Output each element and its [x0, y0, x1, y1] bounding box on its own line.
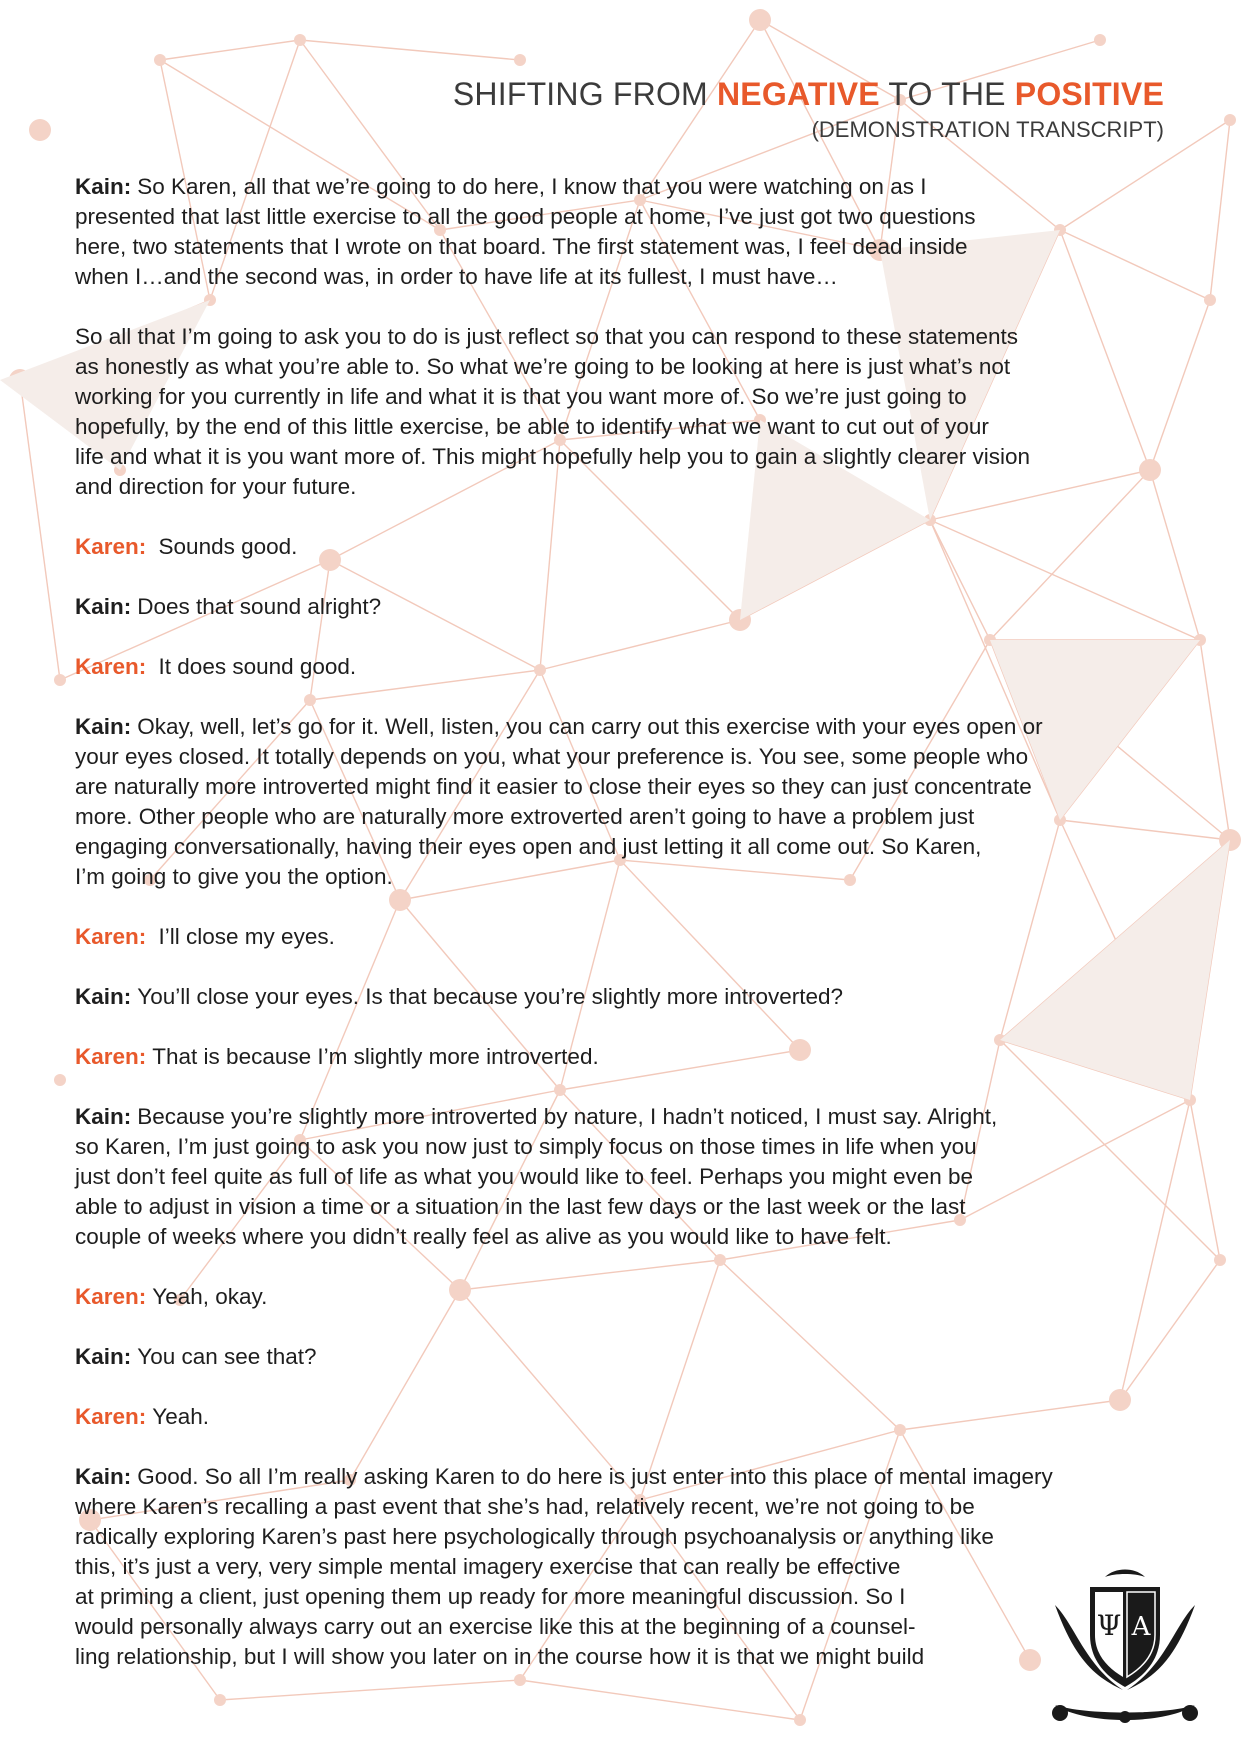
speaker-label: Kain:: [75, 1464, 132, 1489]
speaker-label: Karen:: [75, 1404, 147, 1429]
speech-text: Yeah, okay.: [152, 1284, 268, 1309]
page-subtitle: (DEMONSTRATION TRANSCRIPT): [811, 117, 1164, 142]
speech-text: Sounds good.: [152, 534, 298, 559]
academy-logo-icon: [1035, 1565, 1215, 1735]
title-part-2: TO THE: [879, 76, 1015, 112]
title-part-1: SHIFTING FROM: [452, 76, 717, 112]
transcript-paragraph: [75, 712, 1175, 892]
speech-text: It does sound good.: [152, 654, 357, 679]
speaker-label: Karen:: [75, 654, 147, 679]
network-node: [794, 1714, 806, 1726]
transcript-paragraph: [75, 1282, 1175, 1312]
transcript-paragraph: [75, 1402, 1175, 1432]
network-node: [29, 119, 51, 141]
transcript-paragraph: [75, 922, 1175, 952]
network-node: [1214, 1254, 1226, 1266]
speaker-label: Karen:: [75, 1284, 147, 1309]
network-node: [1094, 34, 1106, 46]
speech-text: You’ll close your eyes. Is that because you’re slightly more introverted?: [137, 984, 844, 1009]
transcript-paragraph: [75, 1042, 1175, 1072]
transcript-paragraph: [75, 652, 1175, 682]
speaker-label: Karen:: [75, 924, 147, 949]
speaker-label: Kain:: [75, 1104, 132, 1129]
svg-text:A: A: [1131, 1612, 1151, 1642]
transcript-body: [75, 172, 1175, 1702]
svg-text:Ψ: Ψ: [1096, 1609, 1122, 1642]
speaker-label: Karen:: [75, 534, 147, 559]
speech-text: Does that sound alright?: [137, 594, 382, 619]
speech-text: You can see that?: [137, 1344, 317, 1369]
network-node: [749, 9, 771, 31]
network-line: [1200, 640, 1230, 840]
speech-text: Okay, well, let’s go for it. Well, listen, you can carry out this exercise with your eyes open or your eyes closed. It totally depends on you, what your preference is. You see, some people who are naturally more introverted might find it easier to close their eyes so they can just concentrate more. Other people who are naturally more extroverted aren’t going to have a problem just engaging conversationally, having their eyes open and just letting it all come out. So Karen, I’m going to give you the option.: [75, 714, 1043, 889]
speech-text: Yeah.: [152, 1404, 210, 1429]
network-node: [1224, 114, 1236, 126]
transcript-paragraph: [75, 1462, 1175, 1672]
speaker-label: Kain:: [75, 174, 132, 199]
title-positive: POSITIVE: [1014, 76, 1164, 112]
network-node: [54, 674, 66, 686]
speech-text: Good. So all I’m really asking Karen to do here is just enter into this place of mental imagery where Karen’s recalling a past event that she’s had, relatively recent, we’re not going to be radically exploring Karen’s past here psychologically through psychoanalysis or anything like this, it’s just a very, very simple mental imagery exercise that can really be effective at priming a client, just opening them up ready for more meaningful discussion. So I would personally always carry out an exercise like this at the beginning of a counsel- ling relationship, but I will show you later on in the course how it is that we might build: [75, 1464, 1053, 1669]
network-line: [160, 40, 300, 60]
speaker-label: Kain:: [75, 714, 132, 739]
title-negative: NEGATIVE: [717, 76, 880, 112]
speaker-label: Kain:: [75, 594, 132, 619]
transcript-paragraph: [75, 982, 1175, 1012]
speech-text: Because you’re slightly more introverted by nature, I hadn’t noticed, I must say. Alright, so Karen, I’m just going to ask you now just to simply focus on those times in life when you just don’t feel quite as full of life as what you would like to feel. Perhaps you might even be able to adjust in vision a time or a situation in the last few days or the last week or the last couple of weeks where you didn’t really feel as alive as you would like to have felt.: [75, 1104, 998, 1249]
speech-text: So Karen, all that we’re going to do here, I know that you were watching on as I presented that last little exercise to all the good people at home, I’ve just got two questions here, two statements that I wrote on that board. The first statement was, I feel dead inside when I…and the second was, in order to have life at its fullest, I must have…: [75, 174, 976, 289]
network-node: [1204, 294, 1216, 306]
document-header: [453, 74, 1164, 144]
speaker-label: Karen:: [75, 1044, 147, 1069]
transcript-paragraph: [75, 592, 1175, 622]
network-line: [300, 40, 520, 60]
network-line: [20, 380, 60, 680]
network-line: [1210, 120, 1230, 300]
page-title: [453, 74, 1164, 114]
speech-text: That is because I’m slightly more introverted.: [152, 1044, 599, 1069]
transcript-paragraph: [75, 532, 1175, 562]
speaker-label: Kain:: [75, 984, 132, 1009]
speaker-label: Kain:: [75, 1344, 132, 1369]
network-node: [154, 54, 166, 66]
transcript-paragraph: [75, 1342, 1175, 1372]
transcript-paragraph: [75, 172, 1175, 292]
network-node: [294, 34, 306, 46]
network-node: [54, 1074, 66, 1086]
transcript-paragraph: [75, 322, 1175, 502]
transcript-paragraph: [75, 1102, 1175, 1252]
network-node: [514, 54, 526, 66]
speech-text: So all that I’m going to ask you to do is just reflect so that you can respond to these statements as honestly as what you’re able to. So what we’re going to be looking at here is just what’s not working for you currently in life and what it is that you want more of. So we’re just going to hopefully, by the end of this little exercise, be able to identify what we want to cut out of your life and what it is you want more of. This might hopefully help you to gain a slightly clearer vision and direction for your future.: [75, 324, 1031, 499]
speech-text: I’ll close my eyes.: [152, 924, 335, 949]
network-line: [1190, 1100, 1220, 1260]
